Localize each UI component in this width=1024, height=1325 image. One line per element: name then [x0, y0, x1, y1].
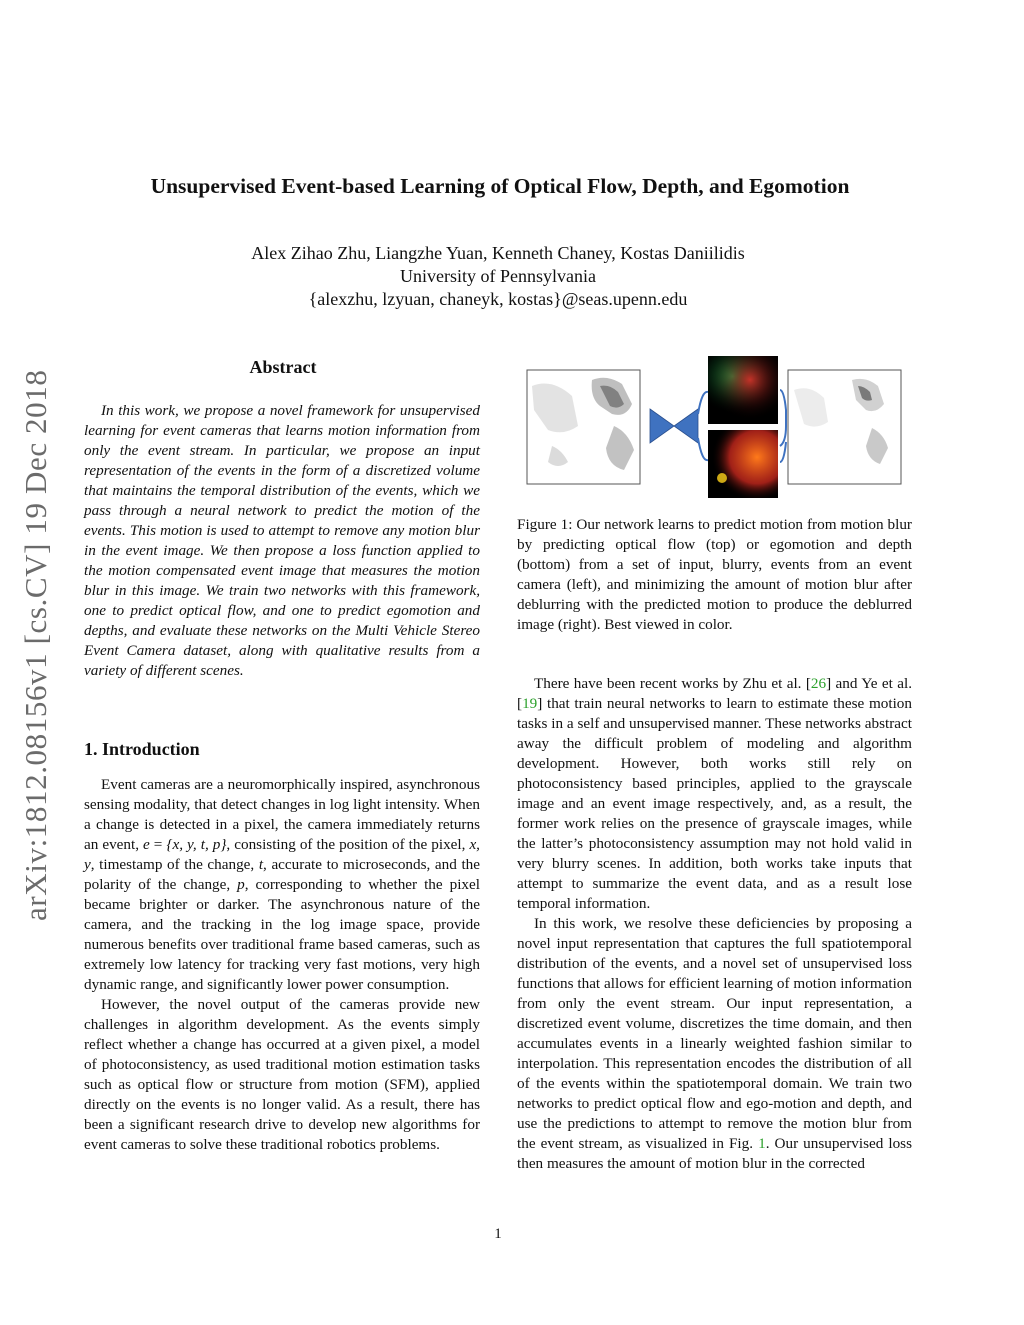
author-emails: {alexzhu, lzyuan, chaneyk, kostas}@seas.upenn.edu	[308, 289, 688, 309]
figure-reference-link[interactable]: 1	[758, 1135, 766, 1152]
text-run: , timestamp of the change,	[90, 856, 259, 873]
figure-caption-text: Figure 1: Our network learns to predict motion from motion blur by predicting optical flow (top) or egomotion and depth (bottom) from a set of input, blurry, events from an event camera (left), and minimizing the amount of motion blur after deblurring with the predicted motion to produce the deblurred image (right). Best viewed in color.	[517, 516, 912, 633]
math-e: e	[143, 836, 150, 853]
paper-title: Unsupervised Event-based Learning of Optical Flow, Depth, and Egomotion	[150, 174, 850, 198]
math-t: t	[258, 856, 264, 873]
text-run: . Our unsupervised loss then measures the amount of motion blur in the corrected	[517, 1135, 912, 1172]
right-column-body	[517, 674, 912, 1174]
math-p: p	[237, 876, 245, 893]
figure-1-graphic	[522, 356, 910, 502]
intro-paragraph-1	[84, 775, 480, 995]
math-xy: x, y	[84, 836, 480, 873]
page-number: 1	[494, 1226, 502, 1242]
author-names: Alex Zihao Zhu, Liangzhe Yuan, Kenneth Chaney, Kostas Daniilidis	[251, 243, 745, 263]
intro-paragraph-2: However, the novel output of the cameras provide new challenges in algorithm development. As the events simply reflect whether a change has occurred at a given pixel, a model of photoconsistency, as used traditional motion estimation tasks such as optical flow or structure from motion (SFM), applied directly on the events is no longer valid. As a result, there has been a significant research drive to develop new algorithms for event cameras to solve these traditional robotics problems.	[84, 996, 480, 1153]
network-icon	[650, 392, 708, 460]
text-run: There have been recent works by Zhu et al. [	[534, 675, 811, 692]
text-run: , corresponding to whether the pixel became brighter or darker. The asynchronous nature of the camera, and the tracking in the log image space, provide numerous benefits over traditional frame based cameras, such as extremely low latency for tracking very fast motions, very high dynamic range, and significantly lower power consumption.	[84, 876, 480, 993]
math-event-tuple: {x, y, t, p}	[166, 836, 227, 853]
figure-1-caption	[517, 515, 912, 635]
output-arrows	[780, 390, 786, 462]
abstract-heading: Abstract	[249, 357, 317, 377]
author-block	[0, 242, 996, 311]
optical-flow-output	[708, 356, 778, 424]
citation-link-19[interactable]: 19	[522, 695, 538, 712]
arxiv-identifier	[13, 350, 59, 940]
text-run: ] and Ye et al. [	[517, 675, 912, 712]
arxiv-identifier-text: arXiv:1812.08156v1 [cs.CV] 19 Dec 2018	[18, 369, 53, 921]
right-paragraph-1	[517, 674, 912, 914]
introduction-body	[84, 775, 480, 1155]
right-paragraph-2	[517, 914, 912, 1174]
figure-1	[522, 356, 910, 502]
input-event-image	[527, 370, 640, 484]
text-run: Event cameras are a neuromorphically inspired, asynchronous sensing modality, that detect changes in log light intensity. When a change is detected in a pixel, the camera immediately returns an event,	[84, 776, 480, 853]
author-affiliation: University of Pennsylvania	[400, 266, 596, 286]
abstract-body	[84, 401, 480, 681]
citation-link-26[interactable]: 26	[810, 675, 827, 692]
depth-output	[708, 430, 778, 498]
text-run: , consisting of the position of the pixel,	[226, 836, 470, 853]
section-heading-introduction: 1. Introduction	[84, 739, 200, 759]
deblurred-image	[788, 370, 901, 484]
text-run: ] that train neural networks to learn to estimate these motion tasks in a self and unsupervised manner. These networks abstract away the difficult problem of modeling and algorithm development. However, both works still rely on photoconsistency based principles, applied to the grayscale image and an event image respectively, and, as a result, the former work relies on the presence of grayscale images, while the latter’s photoconsistency assumption may not hold valid in very blurry scenes. In addition, both works take inputs that attempt to summarize the event data, and as a result lose temporal information.	[517, 695, 912, 912]
math-equals: =	[149, 836, 167, 853]
text-run: In this work, we resolve these deficiencies by proposing a novel input representation that captures the full spatiotemporal distribution of the events, and a novel set of unsupervised loss functions that allows for efficient learning of motion information from only the event stream. Our input representation, a discretized event volume, discretizes the time domain, and then accumulates events in a linearly weighted fashion similar to interpolation. This representation encodes the distribution of all of the events within the spatiotemporal domain. We train two networks to predict optical flow and ego-motion and depth, and use the predictions to attempt to remove the motion blur from the event stream, as visualized in Fig.	[517, 915, 912, 1152]
text-run: , accurate to microseconds, and the polarity of the change,	[84, 856, 480, 893]
abstract-paragraph: In this work, we propose a novel framework for unsupervised learning for event cameras that learns motion information from only the event stream. In particular, we propose an input representation of the events in the form of a discretized volume that maintains the temporal distribution of the events, which we pass through a neural network to predict the motion of the events. This motion is used to attempt to remove any motion blur in the event image. We then propose a loss function applied to the motion compensated event image that measures the motion blur in this image. We train two networks with this framework, one to predict optical flow, and one to predict egomotion and depths, and evaluate these networks on the Multi Vehicle Stereo Event Camera dataset, along with qualitative results from a variety of different scenes.	[84, 402, 480, 679]
